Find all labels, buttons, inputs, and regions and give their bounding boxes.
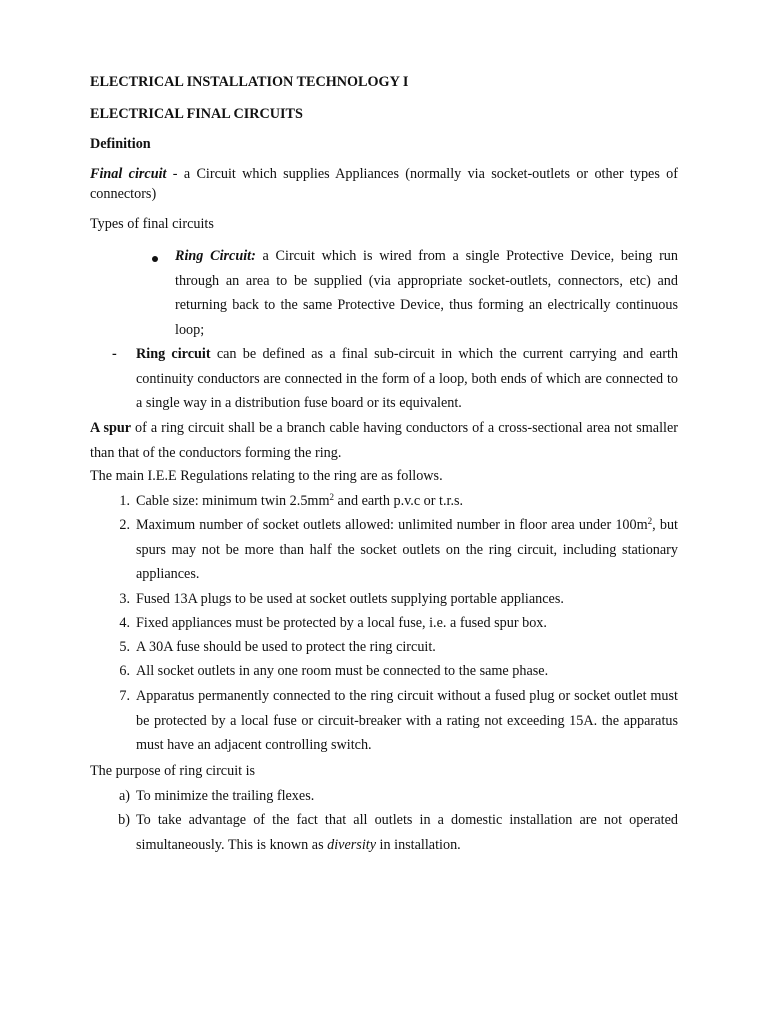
- spur-definition: [90, 416, 678, 465]
- regulation-item: A 30A fuse should be used to protect the ring circuit.: [136, 639, 436, 655]
- ring-circuit-term-bold: Ring circuit: [136, 346, 211, 362]
- ring-circuit-term: Ring Circuit:: [175, 248, 256, 264]
- bullet-dot-icon: [152, 256, 158, 262]
- regulation-item: Fixed appliances must be protected by a local fuse, i.e. a fused spur box.: [136, 615, 547, 631]
- regulations-intro: The main I.E.E Regulations relating to the ring are as follows.: [90, 468, 443, 484]
- regulation-number: 7.: [119, 688, 130, 704]
- regulation-item: Cable size: minimum twin $2.5mm^2$ and earth p.v.c or t.r.s.: [136, 492, 464, 509]
- section-title: ELECTRICAL FINAL CIRCUITS: [90, 106, 303, 122]
- purpose-intro: The purpose of ring circuit is: [90, 763, 256, 779]
- diversity-term: diversity: [327, 836, 376, 853]
- regulation-number: 3.: [119, 591, 130, 607]
- purpose-item: To take advantage of the fact that all outlets in a domestic installation are not operated simultaneously. This is known as diversity in installation.: [136, 812, 678, 853]
- regulation-number: 6.: [119, 663, 130, 679]
- regulation-item: Apparatus permanently connected to the ring circuit without a fused plug or socket outlet must be protected by a local fuse or circuit-breaker with a rating not exceeding 15A. the apparatus must have an adjacent controlling switch.: [136, 688, 678, 753]
- ring-circuit-text: a Circuit which is wired from a single Protective Device, being run through an area to be supplied (via appropriate socket-outlets, connectors, etc) and returning back to the same Protective Device, thus forming an electrically continuous loop;: [175, 248, 678, 338]
- regulation-number: 5.: [119, 639, 130, 655]
- purpose-letter: a): [118, 788, 130, 804]
- ring-circuit-definition: [136, 342, 678, 416]
- regulation-number: 1.: [119, 493, 130, 509]
- ring-circuit-def-text: can be defined as a final sub-circuit in which the current carrying and earth continuity conductors are connected in the form of a loop, both ends of which are connected to a single way in a distribution fuse board or its equivalent.: [136, 346, 678, 411]
- definition-heading: Definition: [90, 136, 151, 152]
- dash-marker: -: [112, 346, 117, 362]
- spur-term: A spur: [90, 420, 132, 436]
- regulation-item: All socket outlets in any one room must be connected to the same phase.: [136, 663, 549, 679]
- final-circuit-text: - a Circuit which supplies Appliances (normally via socket-outlets or other types of connectors): [90, 166, 678, 202]
- regulation-number: 4.: [119, 615, 130, 631]
- document-title: ELECTRICAL INSTALLATION TECHNOLOGY I: [90, 74, 409, 90]
- regulation-number: 2.: [119, 517, 130, 533]
- types-heading: Types of final circuits: [90, 216, 214, 232]
- purpose-item: To minimize the trailing flexes.: [136, 788, 315, 804]
- regulation-item: Fused 13A plugs to be used at socket outlets supplying portable appliances.: [136, 591, 564, 607]
- ring-circuit-bullet: [175, 244, 678, 342]
- final-circuit-term: Final circuit: [90, 166, 167, 182]
- purpose-letter: b): [118, 812, 130, 828]
- final-circuit-definition: [90, 164, 678, 204]
- regulation-item: Maximum number of socket outlets allowed: unlimited number in floor area under $100m^2$, but spurs may not be more than half the socket outlets on the ring circuit, including stationary appliances.: [136, 516, 678, 582]
- spur-text: of a ring circuit shall be a branch cable having conductors of a cross-sectional area not smaller than that of the conductors forming the ring.: [90, 420, 678, 461]
